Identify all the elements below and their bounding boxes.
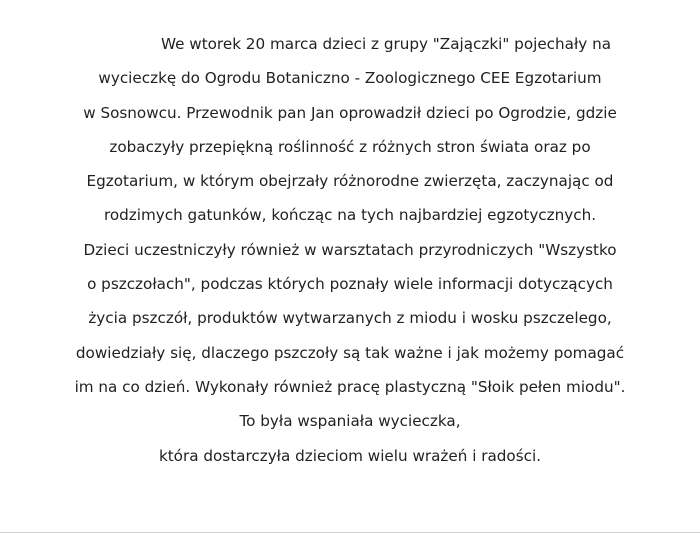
bottom-divider <box>0 532 700 533</box>
article-line: To była wspaniała wycieczka, <box>239 412 461 431</box>
article-line: życia pszczół, produktów wytwarzanych z miodu i wosku pszczelego, <box>88 309 612 328</box>
article-line: im na co dzień. Wykonały również pracę plastyczną "Słoik pełen miodu". <box>74 377 626 396</box>
article-line: We wtorek 20 marca dzieci z grupy "Zajączki" pojechały na <box>160 35 612 53</box>
article-line: która dostarczyła dzieciom wielu wrażeń i radości. <box>158 446 542 465</box>
article-line: wycieczkę do Ogrodu Botaniczno - Zoologicznego CEE Egzotarium <box>98 69 602 88</box>
article-line: w Sosnowcu. Przewodnik pan Jan oprowadził dzieci po Ogrodzie, gdzie <box>83 103 617 122</box>
article-line: dowiedziały się, dlaczego pszczoły są tak ważne i jak możemy pomagać <box>75 343 625 362</box>
article-line: rodzimych gatunków, kończąc na tych najbardziej egzotycznych. <box>103 206 597 225</box>
article-line: Egzotarium, w którym obejrzały różnorodne zwierzęta, zaczynając od <box>86 172 614 191</box>
article-line: Dzieci uczestniczyły również w warsztatach przyrodniczych "Wszystko <box>83 240 617 259</box>
article-text <box>0 27 700 473</box>
article-line: zobaczyły przepiękną roślinność z różnych stron świata oraz po <box>109 137 591 156</box>
article-line: o pszczołach", podczas których poznały wiele informacji dotyczących <box>87 275 613 294</box>
